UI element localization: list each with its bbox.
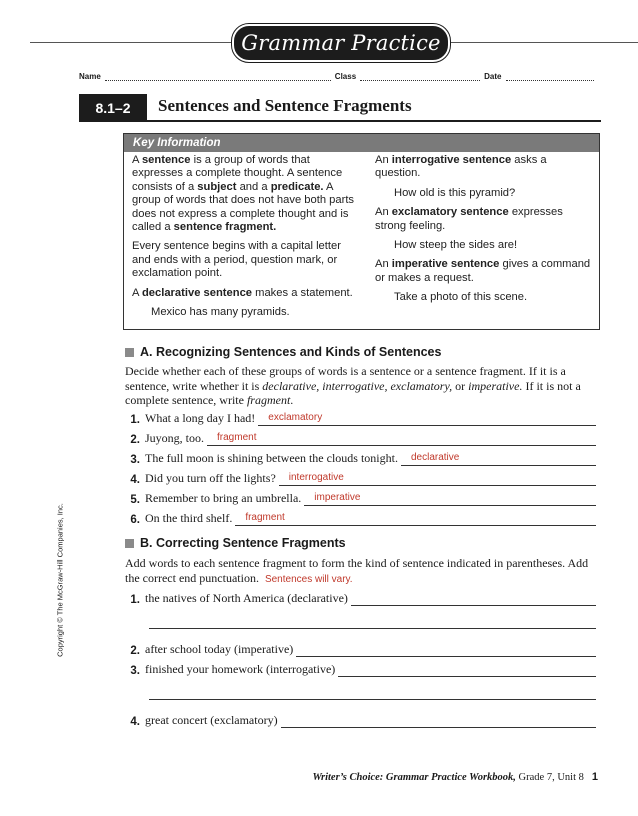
date-label: Date [484, 72, 502, 81]
section-a-heading: A. Recognizing Sentences and Kinds of Sentences [125, 345, 441, 359]
answer-line[interactable] [207, 433, 596, 446]
section-b-instructions: Add words to each sentence fragment to form the kind of sentence indicated in parentheses. Add the correct end punctuation. Sentences will vary. [125, 556, 589, 585]
capital-letter-rule: Every sentence begins with a capital letter and ends with a period, question mark, or exclamation point. [132, 240, 341, 280]
exclamatory-definition: An exclamatory sentence expresses strong feeling. [375, 206, 563, 232]
answer-note: Sentences will vary. [264, 573, 353, 585]
list-item: 4. Did you turn off the lights? interrogative [125, 468, 596, 486]
banner-title: Grammar Practice [232, 24, 450, 62]
footer-book-title: Writer’s Choice: Grammar Practice Workbook, [312, 772, 516, 783]
answer-text: exclamatory [268, 412, 323, 423]
name-label: Name [79, 72, 101, 81]
page-number: 1 [591, 771, 598, 783]
header-fields [79, 72, 601, 81]
key-info-left-column [132, 154, 358, 325]
list-item: 5. Remember to bring an umbrella. imperative [125, 488, 596, 506]
key-info-heading: Key Information [124, 134, 599, 152]
list-item: 3. finished your homework (interrogative) [125, 659, 596, 677]
list-item: 3. The full moon is shining between the clouds tonight. declarative [125, 448, 596, 466]
answer-line[interactable] [351, 593, 596, 606]
list-item: 1. the natives of North America (declarative) [125, 588, 596, 606]
answer-text: imperative [314, 492, 361, 503]
list-item: 2. after school today (imperative) [125, 639, 596, 657]
interrogative-example: How old is this pyramid? [394, 186, 516, 199]
answer-line[interactable] [401, 453, 596, 466]
answer-text: declarative [410, 452, 460, 463]
answer-line[interactable] [149, 628, 596, 629]
list-item: 4. great concert (exclamatory) [125, 710, 596, 728]
answer-line[interactable] [258, 413, 596, 426]
section-b-items [125, 588, 596, 728]
imperative-definition: An imperative sentence gives a command or makes a request. [375, 258, 591, 284]
list-item: 6. On the third shelf. fragment [125, 508, 596, 526]
answer-line[interactable] [304, 493, 596, 506]
section-b-heading: B. Correcting Sentence Fragments [125, 536, 346, 550]
answer-line[interactable] [338, 664, 596, 677]
square-bullet-icon [125, 539, 134, 548]
section-a-instructions: Decide whether each of these groups of words is a sentence or a sentence fragment. If it is a sentence, write whether it is declarative, interrogative, exclamatory, or imperative. If it is not a complete sentence, write fragment. [125, 364, 581, 407]
sentence-definition: A sentence is a group of words that expresses a complete thought. A sentence consists of a subject and a predicate. A group of words that does not have both parts does not express a complete thought and is called a sentence fragment. [132, 154, 355, 234]
date-line[interactable] [506, 72, 594, 81]
lesson-title: Sentences and Sentence Fragments [158, 96, 412, 115]
list-item: 2. Juyong, too. fragment [125, 428, 596, 446]
answer-text: interrogative [288, 472, 344, 483]
name-line[interactable] [105, 72, 331, 81]
footer-grade: Grade 7, Unit 8 [515, 772, 584, 783]
page-footer [312, 771, 598, 783]
square-bullet-icon [125, 348, 134, 357]
answer-line[interactable] [235, 513, 596, 526]
imperative-example: Take a photo of this scene. [394, 291, 528, 304]
class-line[interactable] [360, 72, 480, 81]
class-label: Class [334, 72, 357, 81]
exclamatory-example: How steep the sides are! [394, 239, 518, 252]
section-a-items [125, 408, 596, 526]
answer-line[interactable] [279, 473, 596, 486]
answer-text: fragment [245, 512, 285, 523]
declarative-example: Mexico has many pyramids. [151, 306, 290, 319]
answer-line[interactable] [296, 644, 596, 657]
key-info-right-column [375, 154, 593, 311]
answer-line[interactable] [149, 699, 596, 700]
answer-line[interactable] [281, 715, 596, 728]
lesson-number: 8.1–2 [79, 94, 147, 122]
copyright-notice: Copyright © The McGraw-Hill Companies, Inc. [55, 503, 65, 657]
list-item: 1. What a long day I had! exclamatory [125, 408, 596, 426]
declarative-definition: A declarative sentence makes a statement. [132, 286, 353, 299]
answer-text: fragment [217, 432, 257, 443]
interrogative-definition: An interrogative sentence asks a question. [375, 154, 547, 180]
lesson-rule [79, 120, 601, 122]
